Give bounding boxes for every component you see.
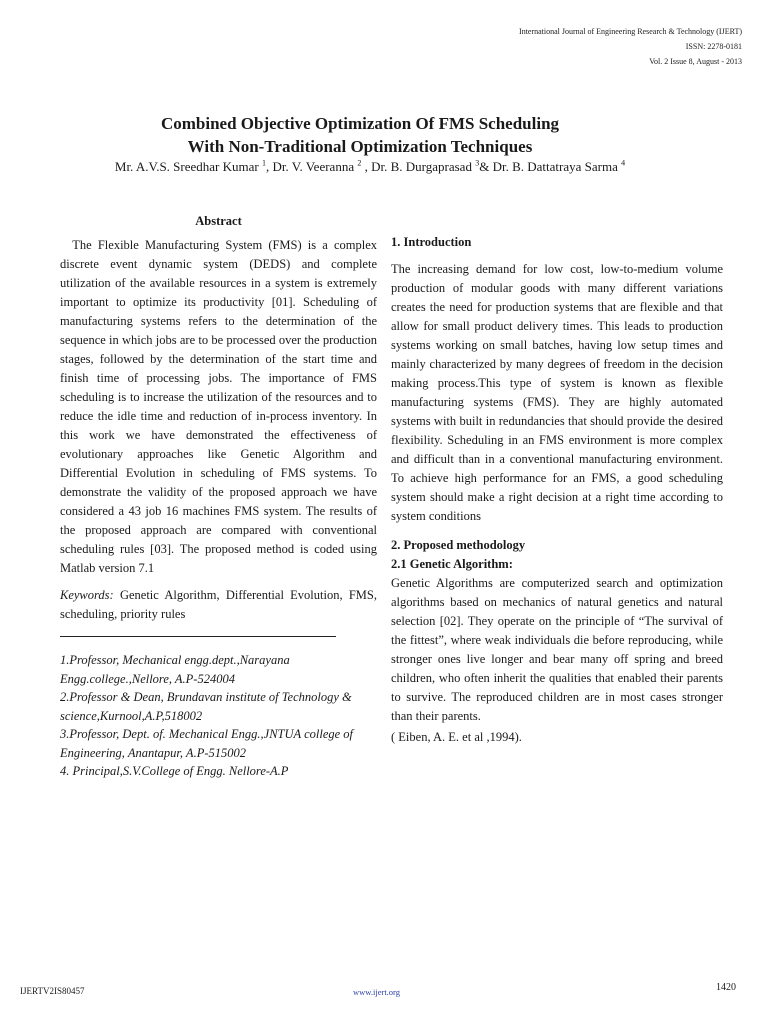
abstract-heading: Abstract <box>195 214 242 228</box>
right-column <box>391 233 723 747</box>
introduction-text: The increasing demand for low cost, low-to-medium volume production of modular goods with many different variations creates the need for production systems that are flexible and that allow for small product delivery times. This leads to production systems working on small batches, having low setup times and mainly characterized by many degrees of freedom in the decision making process.This type of system is known as flexible manufacturing systems (FMS). They are highly automated systems with built in redundancies that should provide the desired flexibility. Scheduling in an FMS environment is more complex and difficult than in a conventional manufacturing environment. To achieve high performance for an FMS, a good scheduling system should make a right decision at a right time according to system conditions <box>391 262 723 523</box>
author-affiliation-mark: 3 <box>475 159 480 168</box>
author-affiliation-mark: 4 <box>621 159 626 168</box>
author-3 <box>371 159 492 174</box>
author-4 <box>493 159 626 174</box>
footnote-2: 2.Professor & Dean, Brundavan institute of Technology & science,Kurnool,A.P,518002 <box>60 690 352 723</box>
footnote-1: 1.Professor, Mechanical engg.dept.,Narayana Engg.college.,Nellore, A.P-524004 <box>60 653 290 686</box>
keywords-text: Genetic Algorithm, Differential Evolution, FMS, scheduling, priority rules <box>60 588 377 621</box>
volume-issue: Vol. 2 Issue 8, August - 2013 <box>649 57 742 66</box>
issn: ISSN: 2278-0181 <box>685 42 742 51</box>
footnote-3: 3.Professor, Dept. of. Mechanical Engg.,JNTUA college of Engineering, Anantapur, A.P-515002 <box>60 727 354 760</box>
genetic-algorithm-text: Genetic Algorithms are computerized search and optimization algorithms based on mechanics of natural genetics and natural selection [02]. They operate on the principle of “The survival of the fittest”, where weak individuals die before reproducing, while stronger ones live longer and bear many off spring and breed children, who often inherit the qualities that enabled their parents to survive. The reproduced children are in most cases stronger than their parents. <box>391 576 723 723</box>
left-column <box>60 212 377 781</box>
page-number: 1420 <box>716 982 736 993</box>
footnote-divider <box>60 636 336 637</box>
journal-name: International Journal of Engineering Research & Technology (IJERT) <box>519 27 742 36</box>
keywords-label: Keywords: <box>60 588 114 602</box>
author-name: Dr. B. Durgaprasad <box>371 159 476 175</box>
footnote-4: 4. Principal,S.V.College of Engg. Nellore-A.P <box>60 764 289 778</box>
genetic-algorithm-heading: 2.1 Genetic Algorithm: <box>391 557 513 571</box>
author-separator: & <box>479 159 493 175</box>
paper-id: IJERTV2IS80457 <box>20 986 85 996</box>
author-1 <box>115 159 273 174</box>
keywords <box>60 586 377 624</box>
title-line-1: Combined Objective Optimization Of FMS Scheduling <box>160 114 560 133</box>
introduction-heading: 1. Introduction <box>391 235 472 249</box>
author-name: Mr. A.V.S. Sreedhar Kumar <box>114 159 262 175</box>
journal-header <box>382 24 742 69</box>
author-affiliation-mark: 2 <box>357 159 362 168</box>
title-line-2: With Non-Traditional Optimization Techniques <box>187 137 533 156</box>
author-name: Dr. V. Veeranna <box>272 159 358 175</box>
journal-website-link[interactable]: www.ijert.org <box>353 987 400 997</box>
author-name: Dr. B. Dattatraya Sarma <box>492 159 622 175</box>
paper-title <box>60 112 660 158</box>
author-separator: , <box>361 159 372 175</box>
citation: ( Eiben, A. E. et al ,1994). <box>391 730 522 744</box>
abstract-text: The Flexible Manufacturing System (FMS) is a complex discrete event dynamic system (DEDS) and complete utilization of the available resources in a system is extremely important to optimize its productivity [01]. Scheduling of manufacturing systems refers to the determination of the sequence in which jobs are to be processed over the production stages, followed by the determination of the start time and finish time of processing jobs. The importance of FMS scheduling is to increase the utilization of the resources and to reduce the idle time and reduction of in-process inventory. In this work we have demonstrated the effectiveness of evolutionary approaches like Genetic Algorithm and Differential Evolution in scheduling of FMS systems. To demonstrate the validity of the proposed approach we have considered a 43 job 16 machines FMS system. The results of the proposed approach are compared with conventional scheduling rules [03]. The proposed method is coded using Matlab version 7.1 <box>60 238 377 575</box>
author-list <box>60 156 680 175</box>
proposed-methodology-heading: 2. Proposed methodology <box>391 538 526 552</box>
author-affiliation-mark: 1 <box>261 159 266 168</box>
author-2 <box>272 159 371 174</box>
author-separator: , <box>265 159 273 175</box>
